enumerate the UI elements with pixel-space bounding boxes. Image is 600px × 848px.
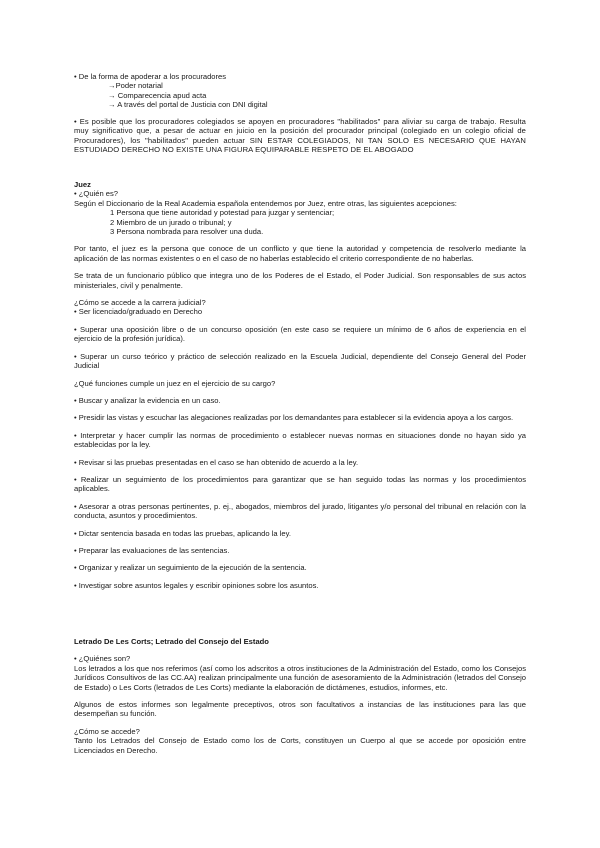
juez-definition: Según el Diccionario de la Real Academia española entendemos por Juez, entre otras, las siguientes acepciones: (74, 198, 457, 208)
habilitados-section (74, 117, 526, 155)
letrado-paragraph: Tanto los Letrados del Consejo de Estado como los de Corts, constituyen un Cuerpo al que se accede por oposición entre Licenciados en Derecho. (74, 736, 526, 755)
juez-requirement: • Superar un curso teórico y práctico de selección realizado en la Escuela Judicial, dependiente del Consejo General del Poder Judicial (74, 351, 526, 371)
juez-question-functions: ¿Qué funciones cumple un juez en el ejercicio de su cargo? (74, 378, 276, 388)
juez-section (74, 180, 526, 598)
letrado-section (74, 637, 526, 755)
juez-acepcion: 2 Miembro de un jurado o tribunal; y (110, 217, 232, 227)
juez-function: • Buscar y analizar la evidencia en un caso. (74, 395, 221, 405)
letrado-paragraph: Los letrados a los que nos referimos (así como los adscritos a otros instituciones de la Administración del Estado, como los Consejos Jurídicos Consultivos de las CC.AA) realizan principalmente una función de asesoramiento de la Administración (letrados del Consejo de Estado) o Les Corts (letrados de Les Corts) mediante la elaboración de dictámenes, estudios, informes, etc. (74, 663, 526, 692)
juez-function: • Organizar y realizar un seguimiento de la ejecución de la sentencia. (74, 563, 307, 573)
juez-requirement: • Ser licenciado/graduado en Derecho (74, 307, 203, 317)
juez-requirement: • Superar una oposición libre o de un concurso oposición (en este caso se requiere un mínimo de 6 años de experiencia en el ejercicio de la profesión jurídica). (74, 324, 526, 344)
juez-function: • Asesorar a otras personas pertinentes, p. ej., abogados, miembros del jurado, litigantes y/o personal del tribunal en relación con la conducta, asuntos y procedimientos. (74, 501, 526, 521)
juez-function: • Presidir las vistas y escuchar las alegaciones realizadas por los demandantes para establecer si la evidencia apoya a los cargos. (74, 413, 514, 423)
juez-paragraph: Se trata de un funcionario público que integra uno de los Poderes de el Estado, el Poder Judicial. Son responsables de sus actos ministeriales, civil y penalmente. (74, 271, 526, 290)
juez-function: • Revisar si las pruebas presentadas en el caso se han obtenido de acuerdo a la ley. (74, 457, 359, 467)
juez-function: • Investigar sobre asuntos legales y escribir opiniones sobre los asuntos. (74, 580, 319, 590)
juez-function: • Preparar las evaluaciones de las sentencias. (74, 545, 230, 555)
juez-function: • Realizar un seguimiento de los procedimientos para garantizar que se han seguido todas las normas y los procedimientos aplicables. (74, 474, 526, 494)
juez-title: Juez (74, 180, 91, 189)
letrado-title: Letrado De Les Corts; Letrado del Consejo del Estado (74, 637, 269, 646)
letrado-question-who: • ¿Quiénes son? (74, 654, 131, 664)
apoderar-item: →Poder notarial (108, 81, 163, 91)
juez-function: • Dictar sentencia basada en todas las pruebas, aplicando la ley. (74, 528, 291, 538)
apoderar-section (74, 72, 526, 110)
juez-acepcion: 3 Persona nombrada para resolver una duda. (110, 227, 264, 237)
apoderar-item: → A través del portal de Justicia con DNI digital (108, 100, 268, 110)
juez-function: • Interpretar y hacer cumplir las normas de procedimiento o establecer nuevas normas en situaciones donde no hayan sido ya establecidas por la ley. (74, 430, 526, 450)
habilitados-paragraph: • Es posible que los procuradores colegiados se apoyen en procuradores "habilitados" para aliviar su carga de trabajo. Resulta muy significativo que, a pesar de actuar en juicio en la posición del procurador principal (colegiado en un colegio oficial de Procuradores), los "habilitados" pueden actuar SIN ESTAR COLEGIADOS, NI TAN SOLO ES NECESARIO QUE HAYAN ESTUDIADO DERECHO NO EXISTE UNA FIGURA EQUIPARABLE RESPETO DE EL ABOGADO (74, 117, 526, 155)
letrado-question-access: ¿Cómo se accede? (74, 726, 140, 736)
juez-question-who: • ¿Quién es? (74, 189, 119, 199)
juez-question-access: ¿Cómo se accede a la carrera judicial? (74, 298, 206, 308)
apoderar-intro: • De la forma de apoderar a los procuradores (74, 72, 227, 81)
juez-acepcion: 1 Persona que tiene autoridad y potestad para juzgar y sentenciar; (110, 208, 335, 218)
juez-paragraph: Por tanto, el juez es la persona que conoce de un conflicto y que tiene la autoridad y competencia de resolverlo mediante la aplicación de las normas existentes o en el caso de no haberlas establecido el criterio correspondiente de no haberlas. (74, 244, 526, 263)
apoderar-item: → Comparecencia apud acta (108, 90, 207, 100)
letrado-paragraph: Algunos de estos informes son legalmente preceptivos, otros son facultativos a instancias de las instituciones para las que desempeñan su función. (74, 700, 526, 719)
